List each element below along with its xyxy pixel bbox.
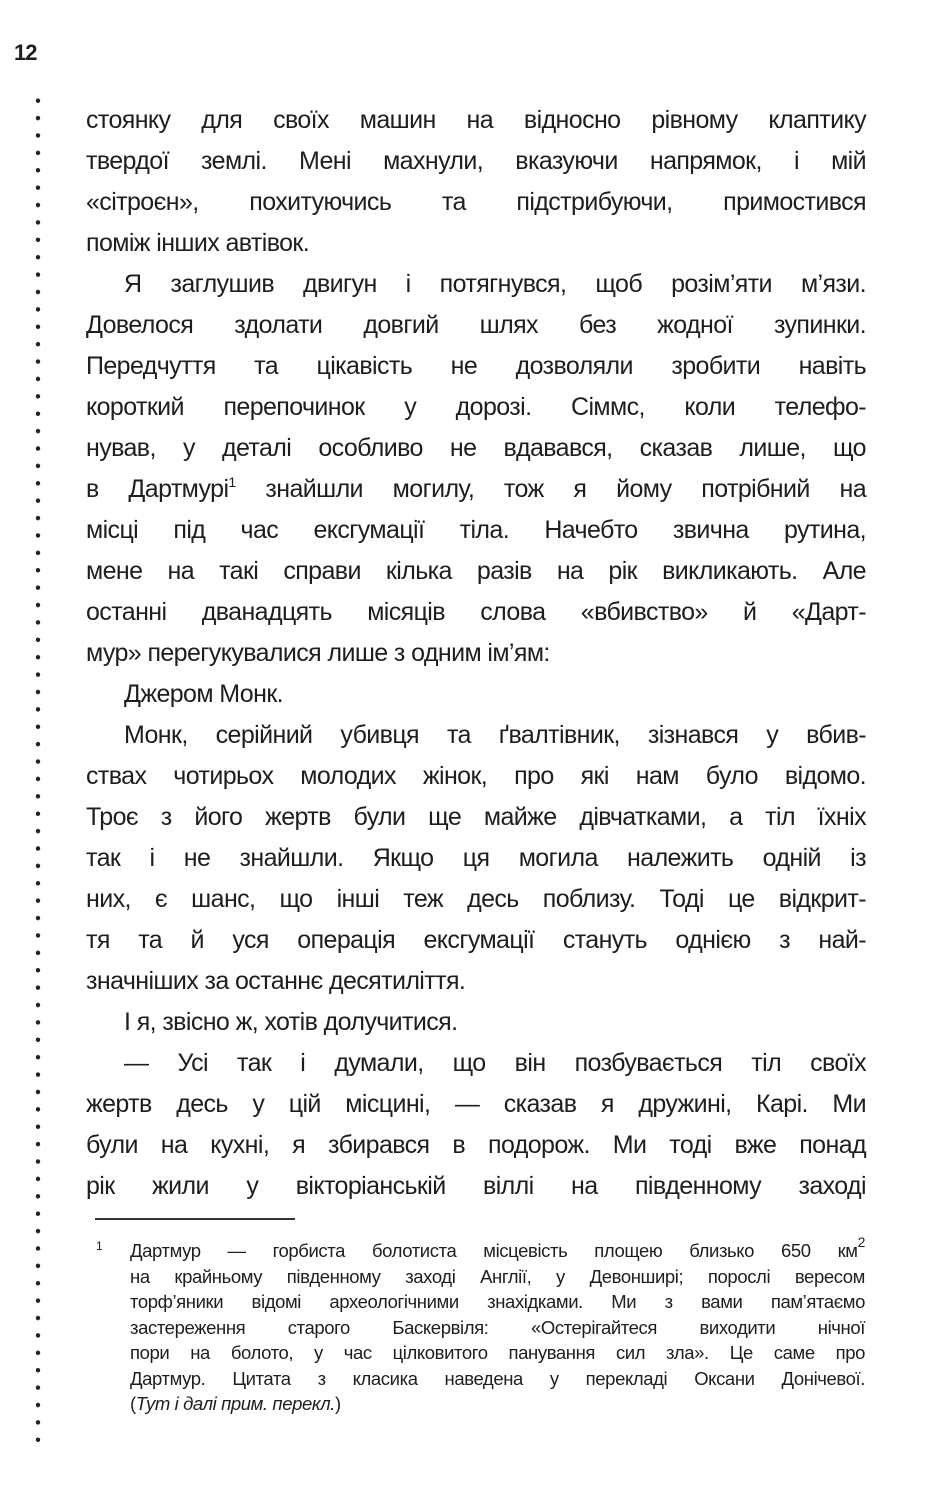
- text-line: жертв десь у цій місцині, — сказав я дружині, Карі. Ми: [86, 1090, 866, 1118]
- text-fragment: в Дартмурі: [86, 475, 229, 503]
- text-line: Довелося здолати довгий шлях без жодної зупинки.: [86, 311, 866, 339]
- text-line: мене на такі справи кілька разів на рік викликають. Але: [86, 557, 866, 585]
- text-fragment: Дартмур — горбиста болотиста місцевість площею близько 650 км: [130, 1240, 858, 1261]
- text-line: місці під час ексгумації тіла. Начебто звична рутина,: [86, 516, 866, 544]
- footnote-line: торф’яники відомі археологічними знахідками. Ми з вами пам’ятаємо: [130, 1291, 865, 1312]
- footnote-separator: [95, 1218, 295, 1220]
- text-line: короткий перепочинок у дорозі. Сіммс, коли телефо-: [86, 393, 866, 421]
- margin-dotted-line: [34, 92, 42, 1452]
- text-line: Монк, серійний убивця та ґвалтівник, зізнався у вбив-: [124, 721, 866, 749]
- text-line: них, є шанс, що інші теж десь поблизу. Тоді це відкрит-: [86, 885, 866, 913]
- text-fragment: (: [130, 1393, 136, 1414]
- footnote-reference[interactable]: 1: [228, 474, 236, 490]
- body-text: [86, 100, 866, 1207]
- text-fragment: знайшли могилу, тож я йому потрібний на: [265, 475, 866, 503]
- translator-note: Тут і далі прим. перекл.: [135, 1393, 335, 1414]
- footnote-line: на крайньому південному заході Англії, у Девонширі; порослі вересом: [130, 1265, 865, 1287]
- text-fragment: ): [334, 1393, 341, 1414]
- text-line: Джером Монк.: [124, 680, 283, 708]
- text-line: — Усі так і думали, що він позбувається тіл своїх: [124, 1049, 866, 1077]
- text-line: твердої землі. Мені махнули, вказуючи напрямок, і мій: [86, 147, 866, 175]
- text-line: І я, звісно ж, хотів долучитися.: [124, 1008, 458, 1036]
- text-line: Троє з його жертв були ще майже дівчатками, а тіл їхніх: [86, 803, 866, 831]
- text-line: мур» перегукувалися лише з одним ім’ям:: [86, 639, 550, 667]
- footnote-line: [130, 1391, 865, 1417]
- text-line: останні дванадцять місяців слова «вбивство» й «Дарт-: [86, 598, 866, 626]
- footnote-line: [130, 1234, 865, 1264]
- text-line: рік жили у вікторіанській віллі на південному заході: [86, 1172, 866, 1200]
- text-line: ствах чотирьох молодих жінок, про які нам було відомо.: [86, 762, 866, 790]
- footnote: [96, 1234, 865, 1417]
- text-line: Передчуття та цікавість не дозволяли зробити навіть: [86, 352, 866, 380]
- text-line: [86, 469, 866, 510]
- text-line: поміж інших автівок.: [86, 229, 310, 257]
- text-line: нував, у деталі особливо не вдавався, сказав лише, що: [86, 434, 866, 462]
- text-line: «сітроєн», похитуючись та підстрибуючи, примостився: [86, 188, 866, 216]
- text-line: тя та й уся операція ексгумації стануть однією з най-: [86, 926, 866, 954]
- superscript: 2: [857, 1234, 865, 1250]
- text-line: так і не знайшли. Якщо ця могила належить одній із: [86, 844, 866, 872]
- footnote-line: застереження старого Баскервіля: «Остерігайтеся виходити нічної: [130, 1316, 865, 1338]
- text-line: стоянку для своїх машин на відносно рівному клаптику: [86, 106, 866, 134]
- footnote-line: пори на болото, у час цілковитого панування сил зла». Це саме про: [130, 1342, 865, 1363]
- text-line: були на кухні, я збирався в подорож. Ми тоді вже понад: [86, 1131, 866, 1159]
- footnote-line: Дартмур. Цитата з класика наведена у перекладі Оксани Донічевої.: [130, 1367, 865, 1389]
- text-line: значніших за останнє десятиліття.: [86, 967, 466, 995]
- page-number: 12: [14, 40, 37, 65]
- text-line: Я заглушив двигун і потягнувся, щоб розім’яти м’язи.: [124, 270, 866, 298]
- footnote-mark: 1: [96, 1239, 103, 1253]
